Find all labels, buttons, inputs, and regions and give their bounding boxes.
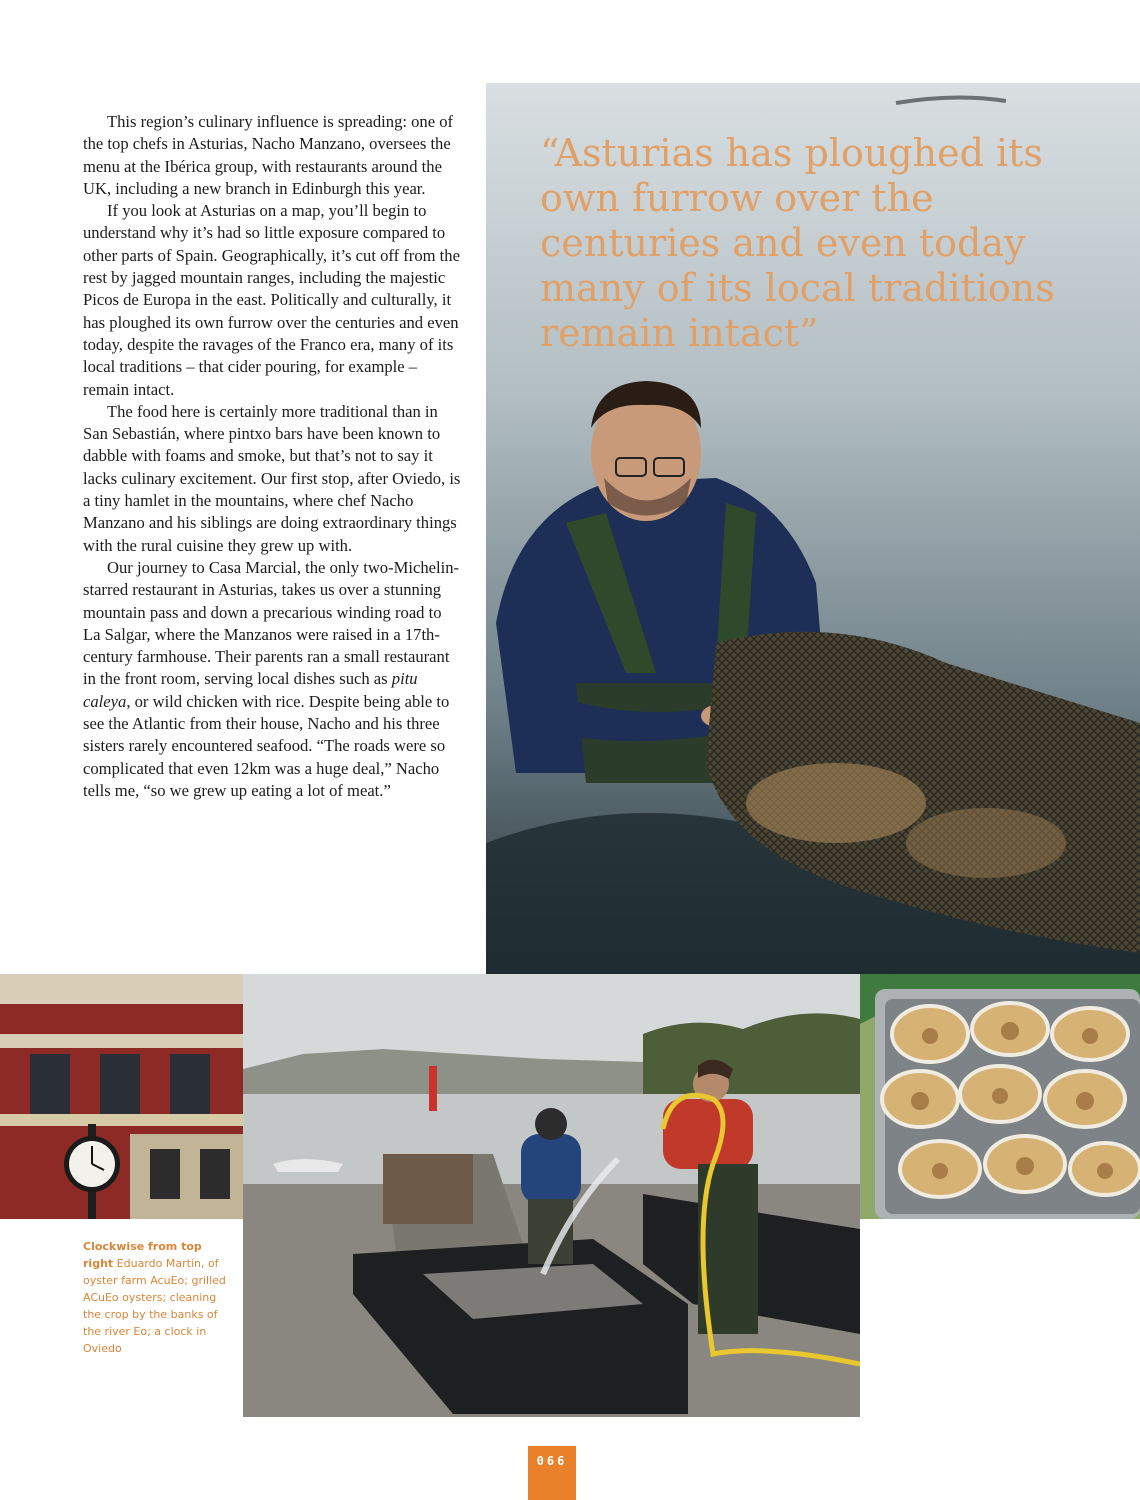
article-paragraph: This region’s culinary influence is spreading: one of the top chefs in Asturias, Nacho Manzano, oversees the menu at the Ibérica group, with restaurants around the UK, including a new branch in Edinburgh this year. [83,112,454,198]
hero-photo-oyster-farmer [486,83,1140,974]
article-body [83,111,463,802]
article-paragraph: If you look at Asturias on a map, you’ll begin to understand why it’s had so little exposure compared to other parts of Spain. Geographically, it’s cut off from the rest by jagged mountain ranges, including the majestic Picos de Europa in the east. Politically and culturally, it has ploughed its own furrow over the centuries and even today, despite the ravages of the Franco era, many of its local traditions – that cider pouring, for example – remain intact. [83,201,460,399]
dish-name-italic: pitu caleya [83,669,418,711]
article-paragraph: The food here is certainly more traditional than in San Sebastián, where pintxo bars have been known to dabble with foams and smoke, but that’s not to say it lacks culinary excitement. Our first stop, after Oviedo, is a tiny hamlet in the mountains, where chef Nacho Manzano and his siblings are doing extraordinary things with the rural cuisine they grew up with. [83,401,461,555]
page-number: 066 [528,1446,576,1500]
photo-caption [83,1238,233,1357]
pull-quote: “Asturias has ploughed its own furrow over the centuries and even today many of its local traditions remain intact” [540,131,1055,355]
caption-text: Eduardo Martín, of oyster farm AcuEo; grilled ACuEo oysters; cleaning the crop by the banks of the river Eo; a clock in Oviedo [83,1257,226,1355]
photo-oviedo-clock [0,974,243,1219]
photo-cleaning-crop [243,974,860,1417]
caption-lead: Clockwise from top right [83,1240,202,1270]
oysters-photo-image [860,974,1140,1219]
harbor-photo-image [243,974,860,1417]
article-paragraph [83,557,463,802]
clock-photo-image [0,974,243,1219]
photo-grilled-oysters [860,974,1140,1219]
paragraph-text: Our journey to Casa Marcial, the only two-Michelin-starred restaurant in Asturias, takes us over a stunning mountain pass and down a precarious winding road to La Salgar, where the Manzanos were raised in a 17th-century farmhouse. Their parents ran a small restaurant in the front room, serving local dishes such as [83,557,460,689]
paragraph-text: , or wild chicken with rice. Despite being able to see the Atlantic from their house, Nacho and his three sisters rarely encountered seafood. “The roads were so complicated that even 12km was a huge deal,” Nacho tells me, “so we grew up eating a lot of meat.” [83,691,450,800]
